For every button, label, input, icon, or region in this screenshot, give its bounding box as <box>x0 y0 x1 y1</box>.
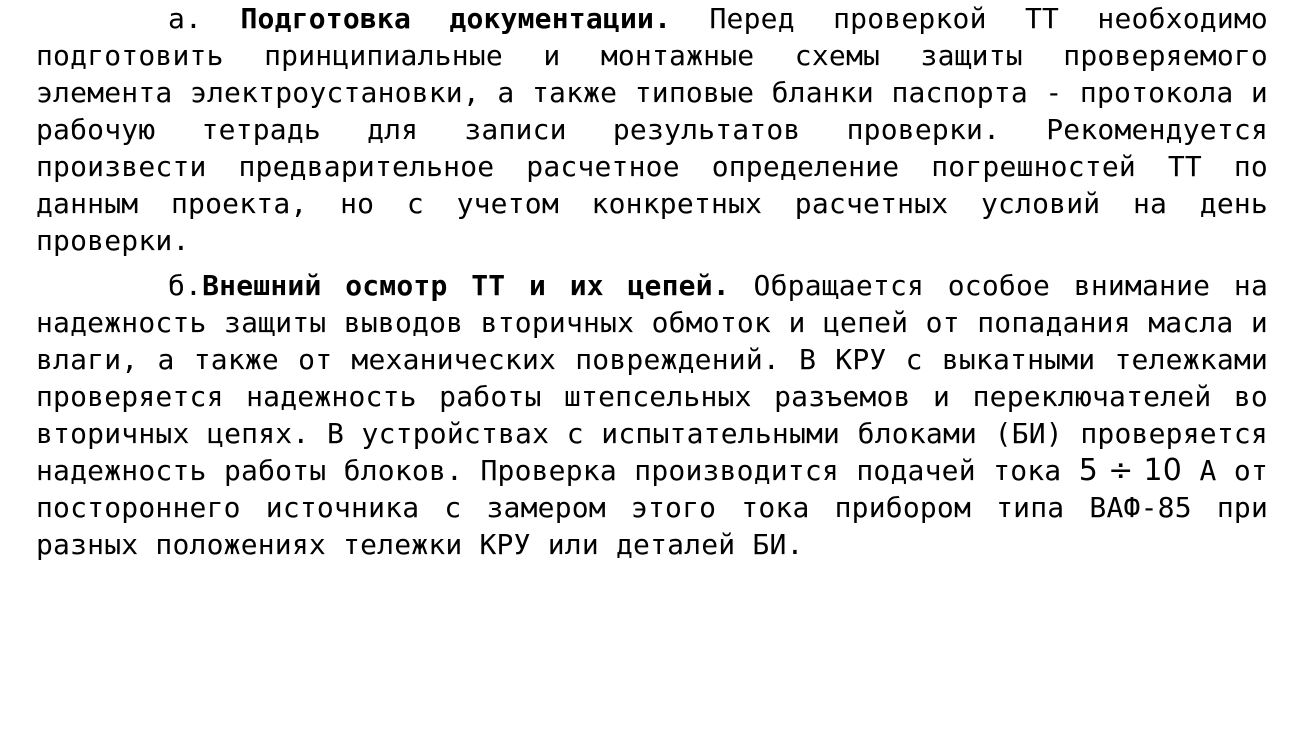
paragraph-a-marker: а. <box>168 2 203 35</box>
paragraph-b-text-1: Обращается особое внимание на надежность защиты выводов вторичных обмоток и цепей от попадания масла и влаги, а также от механических повреждений. В КРУ с выкатными тележками проверяется надежность работы штепсельных разъемов и переключателей во вторичных цепях. В устройствах с испытательными блоками (БИ) проверяется надежность работы блоков. Проверка производится подачей тока <box>36 269 1269 487</box>
paragraph-a-heading: Подготовка документации. <box>240 2 672 35</box>
paragraph-a-text: Перед проверкой ТТ необходимо подготовить принципиальные и монтажные схемы защиты проверяемого элемента электроустановки, а также типовые бланки паспорта - протокола и рабочую тетрадь для записи результатов проверки. Рекомендуется произвести предварительное расчетное определение погрешностей ТТ по данным проекта, но с учетом конкретных расчетных условий на день проверки. <box>36 2 1268 257</box>
paragraph-b-heading: Внешний осмотр ТТ и их цепей. <box>202 269 730 302</box>
current-range: 5 ÷ 10 <box>1078 453 1183 488</box>
paragraph-b <box>36 267 1268 563</box>
paragraph-b-marker: б. <box>168 269 203 302</box>
document-page <box>36 0 1268 563</box>
paragraph-a <box>36 0 1268 259</box>
paragraph-b-text-2: А от постороннего источника с замером этого тока прибором типа ВАФ-85 при разных положениях тележки КРУ или деталей БИ. <box>36 454 1269 561</box>
